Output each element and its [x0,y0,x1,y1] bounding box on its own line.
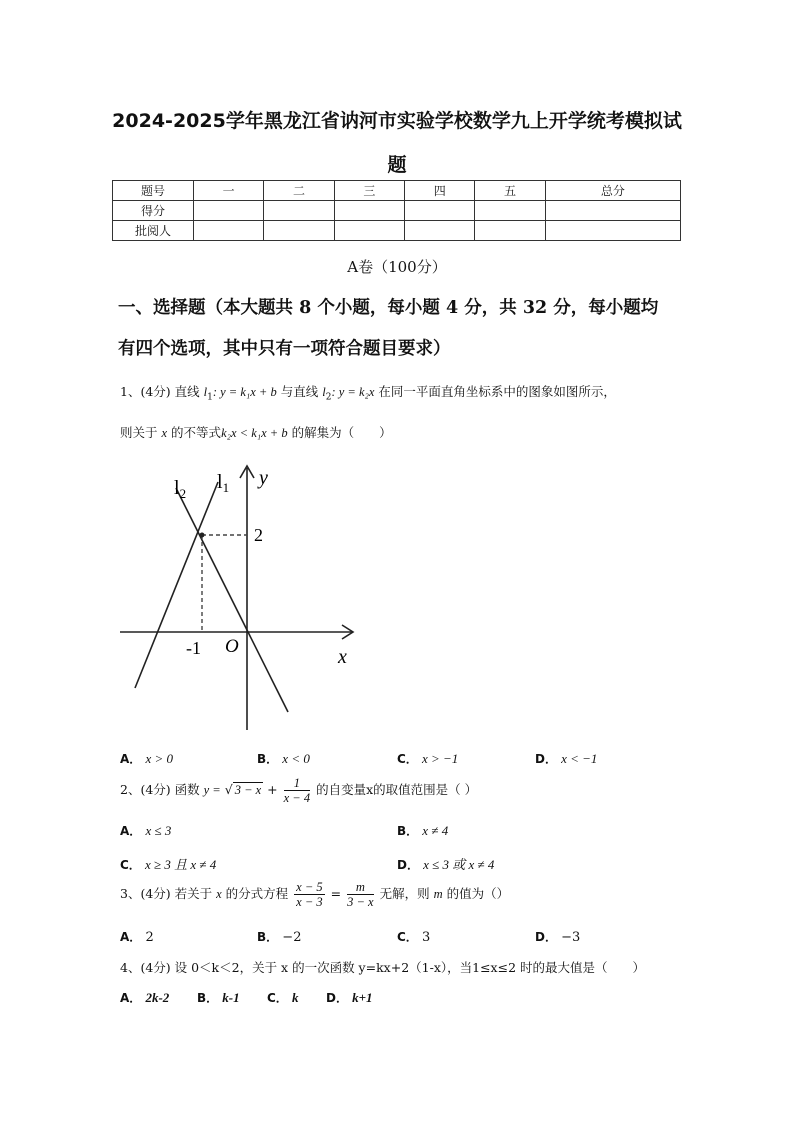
q2-option-a[interactable]: A． x ≤ 3 [120,823,172,838]
q4-option-b[interactable]: B． k-1 [197,990,240,1005]
q1-coordinate-figure [116,458,366,736]
question-4-stem: 4、(4分) 设 0＜k＜2，关于 x 的一次函数 y=kx+2（1-x），当1≤x≤2 时的最大值是（ ） [120,960,645,975]
score-cell [545,201,680,221]
q3-fraction-left: $\frac{x - 5}{x - 3}$ [296,880,323,909]
score-cell [405,201,475,221]
q3-mid2: 无解，则 [379,886,430,901]
q4-option-a[interactable]: A． 2k-2 [120,990,170,1005]
score-cell [475,201,545,221]
header-cell: 一 [194,181,264,201]
tick-label-y: 2 [254,525,263,545]
q1-option-a[interactable]: A． x > 0 [120,751,173,766]
row-label: 批阅人 [113,221,194,241]
q1-l1-sub: 1 [207,392,213,403]
q2-prefix: 2、(4分) 函数 [120,782,200,797]
q4-option-c[interactable]: C． k [267,990,299,1005]
reviewer-cell [194,221,264,241]
label-origin: O [225,636,239,657]
q1-suffix: 在同一平面直角坐标系中的图象如图所示， [378,384,616,399]
q2-suffix: 的自变量x的取值范围是（ ） [316,782,478,797]
reviewer-cell [264,221,334,241]
q3-option-a[interactable]: A． 2 [120,930,154,945]
row-label: 得分 [113,201,194,221]
header-cell: 总分 [545,181,680,201]
q1-option-b[interactable]: B． x < 0 [257,751,310,766]
line-l1 [135,482,218,688]
q1-line2-mid: 的不等式 [171,425,222,440]
tick-label-x: -1 [186,638,201,658]
paper-title-line1: 2024-2025学年黑龙江省讷河市实验学校数学九上开学统考模拟试 [112,110,682,132]
score-cell [194,201,264,221]
q1-line2-suffix: 的解集为（ ） [291,425,392,440]
q3-option-c[interactable]: C． 3 [397,930,431,945]
label-l1: $l_1$ [217,471,230,495]
q1-l2-sub: 2 [325,392,332,403]
header-cell: 四 [405,181,475,201]
q4-option-d[interactable]: D． k+1 [326,990,373,1005]
score-cell [334,201,404,221]
q3-fraction-right: $\frac{m}{3 - x}$ [347,880,374,909]
q2-option-c[interactable]: C． x ≥ 3 且 x ≠ 4 [120,857,217,872]
q1-l2-equation: : y = k₂x [331,385,375,399]
q1-l2-name: l [322,385,326,399]
q1-line2-var: x [161,426,168,440]
q1-line2-prefix: 则关于 [120,425,158,440]
q2-fraction: $\frac{1}{x - 4}$ [283,776,311,805]
q2-option-b[interactable]: B． x ≠ 4 [397,823,449,838]
label-y: y [259,467,268,489]
score-cell [264,201,334,221]
q3-var2: m [433,887,443,901]
paper-title-line2: 题 [387,154,407,176]
q3-equals: = [330,886,342,901]
reviewer-cell [405,221,475,241]
q3-option-d[interactable]: D． −3 [535,930,581,945]
q3-var: x [216,887,222,901]
q3-mid: 的分式方程 [225,886,289,901]
score-row [113,201,681,221]
question-1-stem [120,382,616,403]
question-3-stem [120,880,509,909]
q1-l1-equation: : y = k₁x + b [212,385,277,399]
header-cell: 五 [475,181,545,201]
header-cell: 题号 [113,181,194,201]
q2-option-d[interactable]: D． x ≤ 3 或 x ≠ 4 [397,857,495,872]
q1-inequality: k₂x < k₁x + b [221,426,288,440]
q2-y-eq: y = [203,783,221,797]
q2-plus: + [267,782,278,797]
q3-option-b[interactable]: B． −2 [257,930,302,945]
section-heading-line2: 有四个选项，其中只有一项符合题目要求） [118,339,451,359]
q1-option-d[interactable]: D． x < −1 [535,751,598,766]
score-table [112,180,681,241]
question-1-stem-line2 [120,423,392,441]
header-cell: 二 [264,181,334,201]
header-cell: 三 [334,181,404,201]
question-2-stem [120,776,477,805]
section-heading-line1: 一、选择题（本大题共 8 个小题，每小题 4 分，共 32 分，每小题均 [118,298,659,318]
label-x: x [338,646,347,668]
q3-prefix: 3、(4分) 若关于 [120,886,213,901]
reviewer-row [113,221,681,241]
reviewer-cell [475,221,545,241]
reviewer-cell [545,221,680,241]
q2-sqrt: √ 3 − x [224,782,262,797]
line-l2 [176,488,288,712]
q1-l1-name: l [203,385,208,399]
intersection-point [200,533,205,538]
q1-prefix: 1、(4分) 直线 [120,384,200,399]
label-l2: $l_2$ [174,477,187,501]
q1-mid: 与直线 [280,384,319,399]
reviewer-cell [334,221,404,241]
q1-option-c[interactable]: C． x > −1 [397,751,459,766]
score-table-header-row [113,181,681,201]
q3-suffix: 的值为（） [446,886,510,901]
paper-section-label: A卷（100分） [347,258,447,276]
